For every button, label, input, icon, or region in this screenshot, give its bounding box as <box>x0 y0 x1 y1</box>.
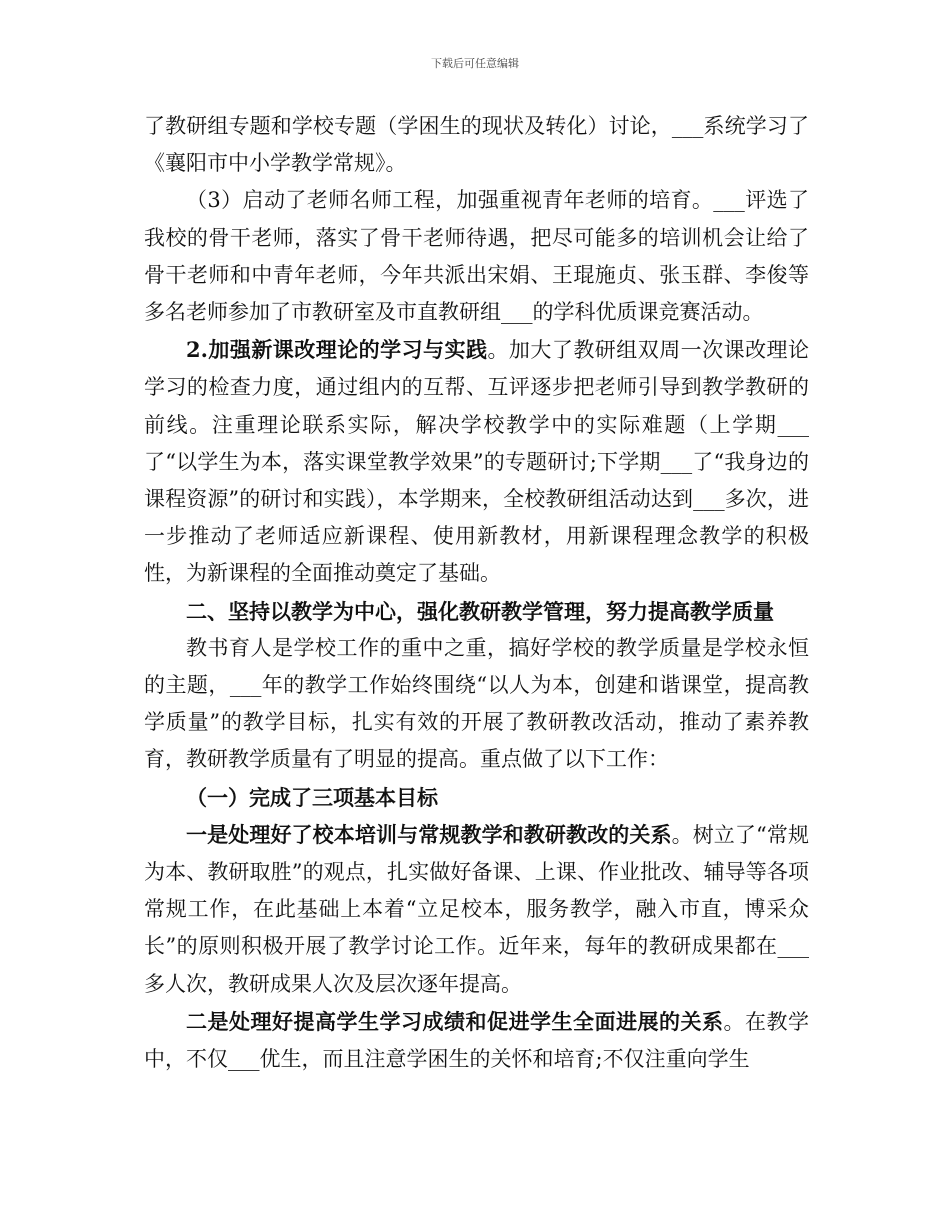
paragraph-5 <box>144 816 809 1003</box>
document-body <box>144 108 809 1078</box>
section-heading-2: 二、坚持以教学为中心，强化教研教学管理，努力提高教学质量 <box>186 598 774 624</box>
subsection-heading-1: （一）完成了三项基本目标 <box>186 784 438 810</box>
paragraph-5-text: 。树立了“常规为本、教研取胜”的观点，扎实做好备课、上课、作业批改、辅导等各项常规工作，在此基础上本着“立足校本，服务教学，融入市直，博采众长”的原则积极开展了教学讨论工作。近年来，每年的教研成果都在___多人次，教研成果人次及层次逐年提高。 <box>144 822 809 996</box>
paragraph-5-lead: 一是处理好了校本培训与常规教学和教研教改的关系 <box>186 821 672 847</box>
paragraph-3 <box>144 331 809 592</box>
paragraph-6-lead: 二是处理好提高学生学习成绩和促进学生全面进展的关系 <box>186 1008 724 1034</box>
paragraph-1: 了教研组专题和学校专题（学困生的现状及转化）讨论，___系统学习了《襄阳市中小学教学常规》。 <box>144 114 809 176</box>
paragraph-3-text: 。加大了教研组双周一次课改理论学习的检查力度，通过组内的互帮、互评逐步把老师引导到教学教研的前线。注重理论联系实际，解决学校教学中的实际难题（上学期___了“以学生为本，落实课堂教学效果”的专题研讨;下学期___了“我身边的课程资源”的研讨和实践），本学期来，全校教研组活动达到___多次，进一步推动了老师适应新课程、使用新教材，用新课程理念教学的积极性，为新课程的全面推动奠定了基础。 <box>144 338 810 586</box>
paragraph-3-lead: 2.加强新课改理论的学习与实践 <box>186 337 488 363</box>
paragraph-4: 教书育人是学校工作的重中之重，搞好学校的教学质量是学校永恒的主题，___年的教学工作始终围绕“以人为本，创建和谐课堂，提高教学质量”的教学目标，扎实有效的开展了教研教改活动，推动了素养教育，教研教学质量有了明显的提高。重点做了以下工作： <box>144 635 809 772</box>
page-header: 下载后可任意编辑 <box>431 57 519 70</box>
paragraph-2: （3）启动了老师名师工程，加强重视青年老师的培育。___评选了我校的骨干老师，落实了骨干老师待遇，把尽可能多的培训机会让给了骨干老师和中青年老师，今年共派出宋娟、王琨施贞、张玉群、李俊等多名老师参加了市教研室及市直教研组___的学科优质课竞赛活动。 <box>144 188 809 325</box>
paragraph-6-text: 。在教学中，不仅___优生，而且注意学困生的关怀和培育;不仅注重向学生 <box>144 1009 809 1072</box>
paragraph-6 <box>144 1003 809 1078</box>
